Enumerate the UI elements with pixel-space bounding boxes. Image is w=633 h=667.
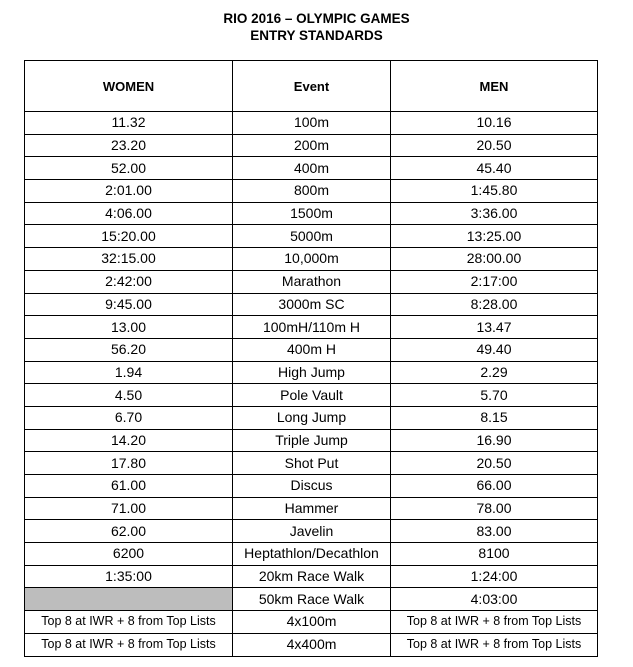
cell-women: Top 8 at IWR + 8 from Top Lists <box>25 633 233 656</box>
cell-event: 10,000m <box>233 248 391 271</box>
table-row <box>25 497 598 520</box>
cell-men: 2:17:00 <box>391 270 598 293</box>
cell-men: 28:00.00 <box>391 248 598 271</box>
cell-women: 56.20 <box>25 338 233 361</box>
cell-women: 52.00 <box>25 157 233 180</box>
table-row <box>25 316 598 339</box>
table-row <box>25 248 598 271</box>
cell-event: Marathon <box>233 270 391 293</box>
table-row <box>25 384 598 407</box>
cell-men: 78.00 <box>391 497 598 520</box>
page-title <box>0 10 633 44</box>
table-row <box>25 293 598 316</box>
cell-men: 20.50 <box>391 452 598 475</box>
title-line-2: ENTRY STANDARDS <box>250 28 383 43</box>
cell-women: 4:06.00 <box>25 202 233 225</box>
cell-event: 200m <box>233 134 391 157</box>
cell-men: 49.40 <box>391 338 598 361</box>
cell-event: 800m <box>233 180 391 203</box>
cell-men: 66.00 <box>391 475 598 498</box>
table-row <box>25 611 598 634</box>
cell-women: 1.94 <box>25 361 233 384</box>
table-row <box>25 452 598 475</box>
cell-men: 16.90 <box>391 429 598 452</box>
cell-men: 8:28.00 <box>391 293 598 316</box>
cell-event: 1500m <box>233 202 391 225</box>
cell-men: 8.15 <box>391 406 598 429</box>
cell-women: 6.70 <box>25 406 233 429</box>
cell-men: 1:24:00 <box>391 565 598 588</box>
cell-men: 2.29 <box>391 361 598 384</box>
table-row <box>25 543 598 566</box>
cell-women: 6200 <box>25 543 233 566</box>
cell-men: Top 8 at IWR + 8 from Top Lists <box>391 633 598 656</box>
cell-event: Pole Vault <box>233 384 391 407</box>
header-row <box>25 61 598 112</box>
cell-event: 3000m SC <box>233 293 391 316</box>
table-row <box>25 112 598 135</box>
cell-event: Long Jump <box>233 406 391 429</box>
cell-event: Javelin <box>233 520 391 543</box>
cell-women: 62.00 <box>25 520 233 543</box>
column-header-event: Event <box>233 61 391 112</box>
cell-event: Heptathlon/Decathlon <box>233 543 391 566</box>
cell-women <box>25 588 233 611</box>
cell-men: 8100 <box>391 543 598 566</box>
cell-men: 13.47 <box>391 316 598 339</box>
table-row <box>25 429 598 452</box>
table-row <box>25 406 598 429</box>
cell-event: 100m <box>233 112 391 135</box>
cell-women: 13.00 <box>25 316 233 339</box>
table-row <box>25 588 598 611</box>
column-header-men: MEN <box>391 61 598 112</box>
entry-standards-table <box>24 60 598 657</box>
cell-men: 83.00 <box>391 520 598 543</box>
title-line-1: RIO 2016 – OLYMPIC GAMES <box>223 11 410 26</box>
cell-event: 50km Race Walk <box>233 588 391 611</box>
cell-women: 4.50 <box>25 384 233 407</box>
cell-women: 2:01.00 <box>25 180 233 203</box>
table-row <box>25 134 598 157</box>
table-row <box>25 361 598 384</box>
cell-event: 400m H <box>233 338 391 361</box>
cell-women: 1:35:00 <box>25 565 233 588</box>
cell-women: 61.00 <box>25 475 233 498</box>
cell-women: 15:20.00 <box>25 225 233 248</box>
cell-men: 45.40 <box>391 157 598 180</box>
cell-event: 4x400m <box>233 633 391 656</box>
cell-women: 23.20 <box>25 134 233 157</box>
table-row <box>25 180 598 203</box>
cell-event: Shot Put <box>233 452 391 475</box>
cell-men: 13:25.00 <box>391 225 598 248</box>
cell-men: 10.16 <box>391 112 598 135</box>
table-row <box>25 225 598 248</box>
cell-women: Top 8 at IWR + 8 from Top Lists <box>25 611 233 634</box>
cell-men: 5.70 <box>391 384 598 407</box>
column-header-women: WOMEN <box>25 61 233 112</box>
cell-women: 32:15.00 <box>25 248 233 271</box>
cell-event: 100mH/110m H <box>233 316 391 339</box>
cell-event: High Jump <box>233 361 391 384</box>
cell-event: 5000m <box>233 225 391 248</box>
cell-men: Top 8 at IWR + 8 from Top Lists <box>391 611 598 634</box>
table-row <box>25 202 598 225</box>
cell-women: 71.00 <box>25 497 233 520</box>
cell-women: 11.32 <box>25 112 233 135</box>
cell-event: 4x100m <box>233 611 391 634</box>
cell-event: 20km Race Walk <box>233 565 391 588</box>
table-row <box>25 338 598 361</box>
cell-women: 14.20 <box>25 429 233 452</box>
cell-men: 4:03:00 <box>391 588 598 611</box>
cell-women: 9:45.00 <box>25 293 233 316</box>
table-body <box>25 112 598 657</box>
table-row <box>25 270 598 293</box>
cell-women: 17.80 <box>25 452 233 475</box>
table-row <box>25 633 598 656</box>
cell-women: 2:42:00 <box>25 270 233 293</box>
table-row <box>25 157 598 180</box>
table-row <box>25 520 598 543</box>
cell-event: Triple Jump <box>233 429 391 452</box>
table-row <box>25 565 598 588</box>
cell-men: 1:45.80 <box>391 180 598 203</box>
cell-men: 20.50 <box>391 134 598 157</box>
cell-event: Hammer <box>233 497 391 520</box>
table-row <box>25 475 598 498</box>
cell-event: 400m <box>233 157 391 180</box>
cell-men: 3:36.00 <box>391 202 598 225</box>
cell-event: Discus <box>233 475 391 498</box>
